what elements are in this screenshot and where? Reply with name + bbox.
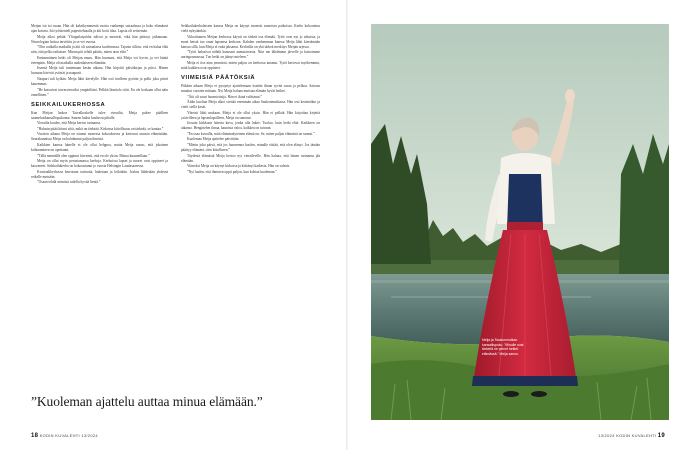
paragraph: Meija alkoi pelätä. Ylioppilasjuhlat tulivat ja menivät, eikä hän päässyt jatkamaan. Neurologian hoitoa tarvittiin ja se vei vuosia. [31,34,168,44]
paragraph: Vierailta kuulee, että Meija kertoo tarinansa. [37,121,101,126]
paragraph: Täydestä elämästä Meija kertoo nyt vieraileville. Hän haluaa, että hänen tarinansa jää elämään. [181,153,320,163]
paragraph: ”Mietin joka päivä, että jos huomenna kuolen, minulle riittää, että olen elänyt. Jos tänään päättyy elämäni, olen kiitollinen.” [181,142,320,153]
magazine-name: KODIN KUVALEHTI [39,433,80,438]
paragraph: ”Olin ratikalla matkalla ja äiti oli sairaalassa kuolemassa. Tajusin silloin, että en halua elää niin, että pelko ratkaisee. Minun piti tehdä päätös, miten aion elää.” [31,45,168,55]
text-column-1 [31,24,168,186]
paragraph: Viimeksi Meija on käynyt kirkossa ja kiittänyt kaikesta. Hän on valmis. [187,164,290,169]
photo-caption: Meija ja Saukonmutkan kansallispuku. ”Minulle ovat tärkeitä ne pienet hetket elämässä.” Meija sanoo. [482,338,524,357]
paragraph: ”Äiti oli suuri huomioitsija. Hän ei ikinä valittanut.” [187,94,263,99]
portrait-photo [371,24,669,420]
paragraph: Kuolemaa Meija ajattelee päivittäin. [187,137,240,142]
text-column-2 [181,24,320,175]
paragraph: ”Tytöt halusivat nähdä kanssani aamutaivasta. Niin me lähdimme järvelle ja katsoimme auringonnousua. Tuo hetki on jäänyt mieleen.” [181,50,320,60]
paragraph: Ensimmäinen hetki oli Meijan nauru. Hän huomasi, että Meija voi hyvin, ja vei häntä eteenpäin. Meija oli matkalla uudenlaiseen elämään. [31,55,168,65]
subheading: SEIKKAILUKERHOSSA [31,101,106,108]
folio-left [31,433,98,439]
magazine-name: KODIN KUVALEHTI [616,433,657,438]
paragraph: Pitkään aikaan Meija ei pystynyt ajattelemaan itseään ilman syvää surua ja pelkoa. Sairaus muuttui vuosien mittaan. Nyt Meija haluaa muistaa elämän hyvät hetket. [181,83,320,94]
paragraph: ”Tällä mennällä olen oppinut hirveästi, että en ole yksin. Minua kuunnellaan.” [37,153,150,158]
paragraph: ”Halusin pitää kiinni siitä, mikä on tärkeää. Kirkossa kiitollisuus on tärkeää, se kantaa.” [37,126,164,131]
paragraph: ”Osaan tehdä siemistä todella hyvää lientä.” [37,180,101,185]
paragraph: Seikkailukerholaisten kanssa Meija on käynyt monesti samoissa paikoissa. Kerho kokoontuu vielä nykyäänkin. [181,24,320,34]
page-number: 18 [31,433,39,439]
paragraph: Yhteisö lähti mukaan. Meija ei ole ollut yksin. Hän ei pelkää. Hän kirjoittaa kirjeitä ystävilleen ja lapsenlapsilleen, Meija on sanonut. [181,110,320,120]
paragraph: Kun Meijan luokse Taivalkoskelle tulee vierailta, Meija pukee päälleen saamelaiskansallispukunsa. Saaren laulut kuuluvat pihalle. [31,110,168,120]
paragraph: Vuosien aikana Meija on istunut monessa kokouksessa ja kertonut omasta elämästään. Seurakunnissa Meija on kohdannut paljon ihmisiä. [31,132,168,142]
paragraph: Jossain kirkkoon laitettu kuva, jonka alla lukee: Tuokio, kuin hetki elää. Kaikkeen on aikansa. Hengittelen ilmaa, kaunista valoa, kaikkea on taivaan. [181,121,320,131]
issue-number: 13/2024 [81,433,98,438]
paragraph: Kaikkien kanssa hänelle ei ole ollut helppoa, mutta Meija sanoo, että jokainen kohtaaminen on opettanut. [31,142,168,153]
paragraph: Itsensä Meija tuli tuntemaan kesän aikana. Hän kirjoitti päiväkirjaa ja piirsi. Hänen luonaan kävivät ystävät ja naapurit. [31,66,168,76]
pull-quote: ”Kuoleman ajattelu auttaa minua elämään.” [31,394,263,409]
paragraph: ”En osaa kuvailla, mitä elämäntäyteinen elämä on. Se, miten paljon elämästä on saanut.” [187,131,315,136]
paragraph: ”Nyt luulen, että ihminen oppii paljon, kun kohtaa kuoleman.” [187,169,277,174]
paragraph: Meija ei itse aina ymmärrä, miten paljon on kerhossa antanut. Tytöt kertovat myöhemmin, mitä kaikkea ovat oppineet. [181,60,320,70]
paragraph: Meija on ollut myös perustamassa kerhoja. Kerhoissa lapset ja nuoret ovat oppineet ja kasvaneet. Seikkailukerho on kokoontunut jo vuosia Helsingin Lauttasaaressa. [31,159,168,169]
paragraph: Kvartaalikerhossa kerrotaan tarinoita, lauletaan ja leikitään. Joskus lähdetään yhdessä retkelle metsään. [31,169,168,179]
paragraph: Viikoittainen Meijan kerhossa käynti on tärkeä osa elämää. Tytöt ovat nyt jo aikuisia, ja moni heistä tuo omat lapsensa kerhoon. Kahden vanhemman kanssa Meija lähti kiertämään kanssa sillä, kun Meija ei enää jaksanut. Kerhoilla on yhä tärkeä merkitys Meijan arjessa. [181,34,320,49]
subheading: VIIMEISIÄ PÄÄTÖKSIÄ [181,74,256,81]
paragraph: ”He kutsuivat tarvasvieraiksi ympäriltäni. Pelkkä läsnäolo riitti. En ole koskaan ollut näin onnellinen.” [31,87,168,97]
paragraph: Äidin kuoltua Meija alkoi viettää enemmän aikaa Saukonmutkassa. Hän osti kesämökin ja vietti siellä kesät. [181,100,320,110]
paragraph: Naapuri tuli kylään. Meija lähti kävelylle. Hän osti itselleen pyörän ja polki joka päivä kauemmas. [31,76,168,87]
issue-number: 13/2024 [598,433,615,438]
page-number: 19 [657,433,665,439]
folio-right [598,433,665,439]
paragraph: Meijan isä toi ruoan. Hän oli kaksikymmentä vuotta vanhempi sairaalassa ja koko elämänsä ajan kotona. Isä työskenteli paperitehtaalla ja äiti hoiti tilaa. Lapsia oli seitsemän. [31,24,168,34]
